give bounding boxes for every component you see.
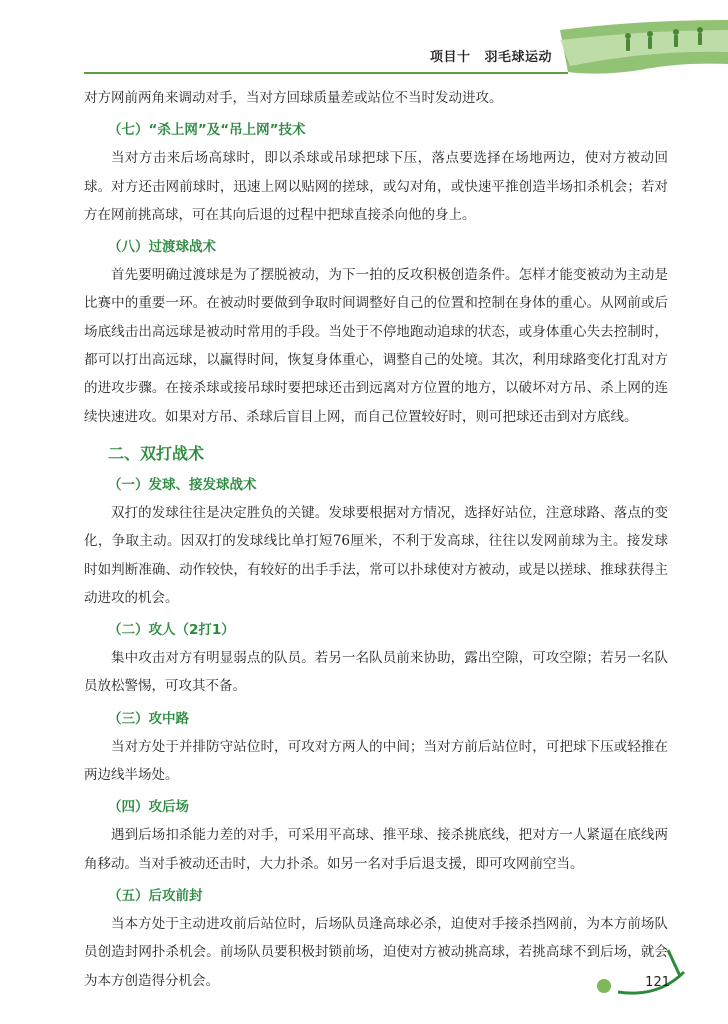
doubles-paragraph-2: 集中攻击对方有明显弱点的队员。若另一名队员前来协助，露出空隙，可攻空隙；若另一名队员放松警惕，可攻其不备。 <box>84 650 668 695</box>
doubles-heading-5: （五）后攻前封 <box>108 887 203 904</box>
footer-decoration <box>588 942 688 1002</box>
running-header <box>430 46 552 65</box>
doubles-heading-4: （四）攻后场 <box>108 799 189 816</box>
doubles-heading-2: （二）攻人（2打1） <box>108 622 235 639</box>
shuttlecock-ball-icon <box>597 979 611 993</box>
header-project: 项目十 <box>429 50 471 65</box>
racket-stroke-icon <box>668 950 680 976</box>
section-heading-8: （八）过渡球战术 <box>108 239 216 256</box>
doubles-heading-3: （三）攻中路 <box>108 710 189 727</box>
section-heading-7: （七）“杀上网”及“吊上网”技术 <box>108 122 306 139</box>
doubles-paragraph-5: 当本方处于主动进攻前后站位时，后场队员逢高球必杀，迫使对手接杀挡网前，为本方前场队员创造封网扑杀机会。前场队员要积极封锁前场，迫使对方被动挑高球，若挑高球不到后场，就会为本方创造得分机会。 <box>84 915 668 989</box>
chapter-heading-doubles: 二、双打战术 <box>108 443 205 463</box>
header-subject: 羽毛球运动 <box>484 50 552 65</box>
doubles-paragraph-1: 双打的发球往往是决定胜负的关键。发球要根据对方情况，选择好站位，注意球路、落点的变化，争取主动。因双打的发球线比单打短76厘米，不利于发高球，往往以发网前球为主。接发球时如判断准确、动作较快，有较好的出手手法，常可以扑球使对方被动，或是以搓球、推球获得主动进攻的机会。 <box>84 504 668 606</box>
doubles-heading-1: （一）发球、接发球战术 <box>108 476 257 493</box>
doubles-paragraph-3: 当对方处于并排防守站位时，可攻对方两人的中间；当对方前后站位时，可把球下压或轻推在两边线半场处。 <box>84 738 668 784</box>
header-rule <box>84 72 568 74</box>
paragraph-section-8: 首先要明确过渡球是为了摆脱被动，为下一拍的反攻积极创造条件。怎样才能变被动为主动是比赛中的重要一环。在被动时要做到争取时间调整好自己的位置和控制在身体的重心。从网前或后场底线击出高远球是被动时常用的手段。当处于不停地跑动追球的状态，或身体重心失去控制时，都可以打出高远球，以赢得时间，恢复身体重心，调整自己的处境。其次，利用球路变化打乱对方的进攻步骤。在接杀球或接吊球时要把球还击到远离对方位置的地方，以破坏对方吊、杀上网的连续快速进攻。如果对方吊、杀球后盲目上网，而自己位置较好时，则可把球还击到对方底线。 <box>84 267 668 425</box>
page-number: 121 <box>645 975 670 990</box>
page-content <box>84 84 668 995</box>
doubles-paragraph-4: 遇到后场扣杀能力差的对手，可采用平高球、推平球、接杀挑底线，把对方一人紧逼在底线两角移动。当对手被动还击时，大力扑杀。如另一名对手后退支援，即可攻网前空当。 <box>84 827 668 872</box>
paragraph-section-7: 当对方击来后场高球时，即以杀球或吊球把球下压，落点要选择在场地两边，使对方被动回球。对方还击网前球时，迅速上网以贴网的搓球，或勾对角，或快速平推创造半场扣杀机会；若对方在网前挑高球，可在其向后退的过程中把球直接杀向他的身上。 <box>84 150 668 223</box>
paragraph-continued: 对方网前两角来调动对手，当对方回球质量差或站位不当时发动进攻。 <box>84 90 503 106</box>
